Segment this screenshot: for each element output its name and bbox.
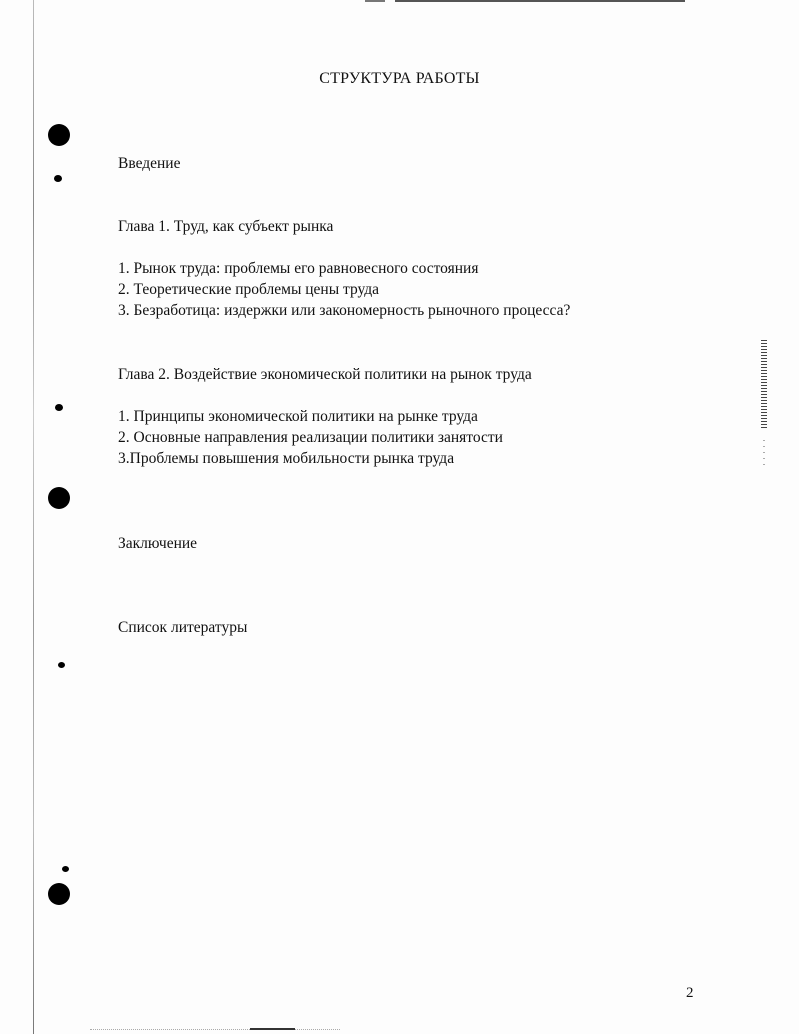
ink-speck	[58, 662, 65, 668]
chapter-1-heading: Глава 1. Труд, как субъект рынка	[118, 218, 334, 235]
scan-top-mark	[395, 0, 685, 2]
introduction-heading: Введение	[118, 155, 181, 172]
scan-left-edge-line	[33, 0, 34, 1034]
chapter-2-heading: Глава 2. Воздействие экономической политики на рынок труда	[118, 366, 532, 383]
bibliography-section	[118, 617, 247, 638]
scan-bottom-mark	[250, 1028, 295, 1030]
chapter-2-section	[118, 364, 532, 385]
scan-top-mark-short	[365, 0, 385, 2]
ink-speck	[62, 866, 69, 872]
punch-hole-bottom	[48, 883, 70, 905]
punch-hole-middle	[48, 487, 70, 509]
chapter-1-list	[118, 258, 570, 321]
chapter-1-item: 1. Рынок труда: проблемы его равновесного состояния	[118, 260, 479, 277]
chapter-2-item: 3.Проблемы повышения мобильности рынка труда	[118, 450, 455, 467]
chapter-1-item: 2. Теоретические проблемы цены труда	[118, 281, 380, 298]
scan-bottom-dots	[90, 1028, 340, 1030]
scan-right-edge-mark	[761, 340, 767, 430]
page-title: СТРУКТУРА РАБОТЫ	[319, 70, 480, 87]
ink-speck	[55, 404, 63, 411]
chapter-2-item: 2. Основные направления реализации политики занятости	[118, 429, 503, 446]
punch-hole-top	[48, 124, 70, 146]
ink-speck	[54, 175, 62, 182]
introduction-section	[118, 153, 180, 174]
conclusion-heading: Заключение	[118, 535, 198, 552]
conclusion-section	[118, 533, 197, 554]
chapter-1-section	[118, 216, 333, 237]
chapter-2-list	[118, 406, 503, 469]
scan-right-specks	[763, 440, 765, 470]
chapter-2-item: 1. Принципы экономической политики на рынке труда	[118, 408, 478, 425]
bibliography-heading: Список литературы	[118, 619, 248, 636]
page-number: 2	[686, 985, 694, 1001]
chapter-1-item: 3. Безработица: издержки или закономерность рыночного процесса?	[118, 302, 571, 319]
